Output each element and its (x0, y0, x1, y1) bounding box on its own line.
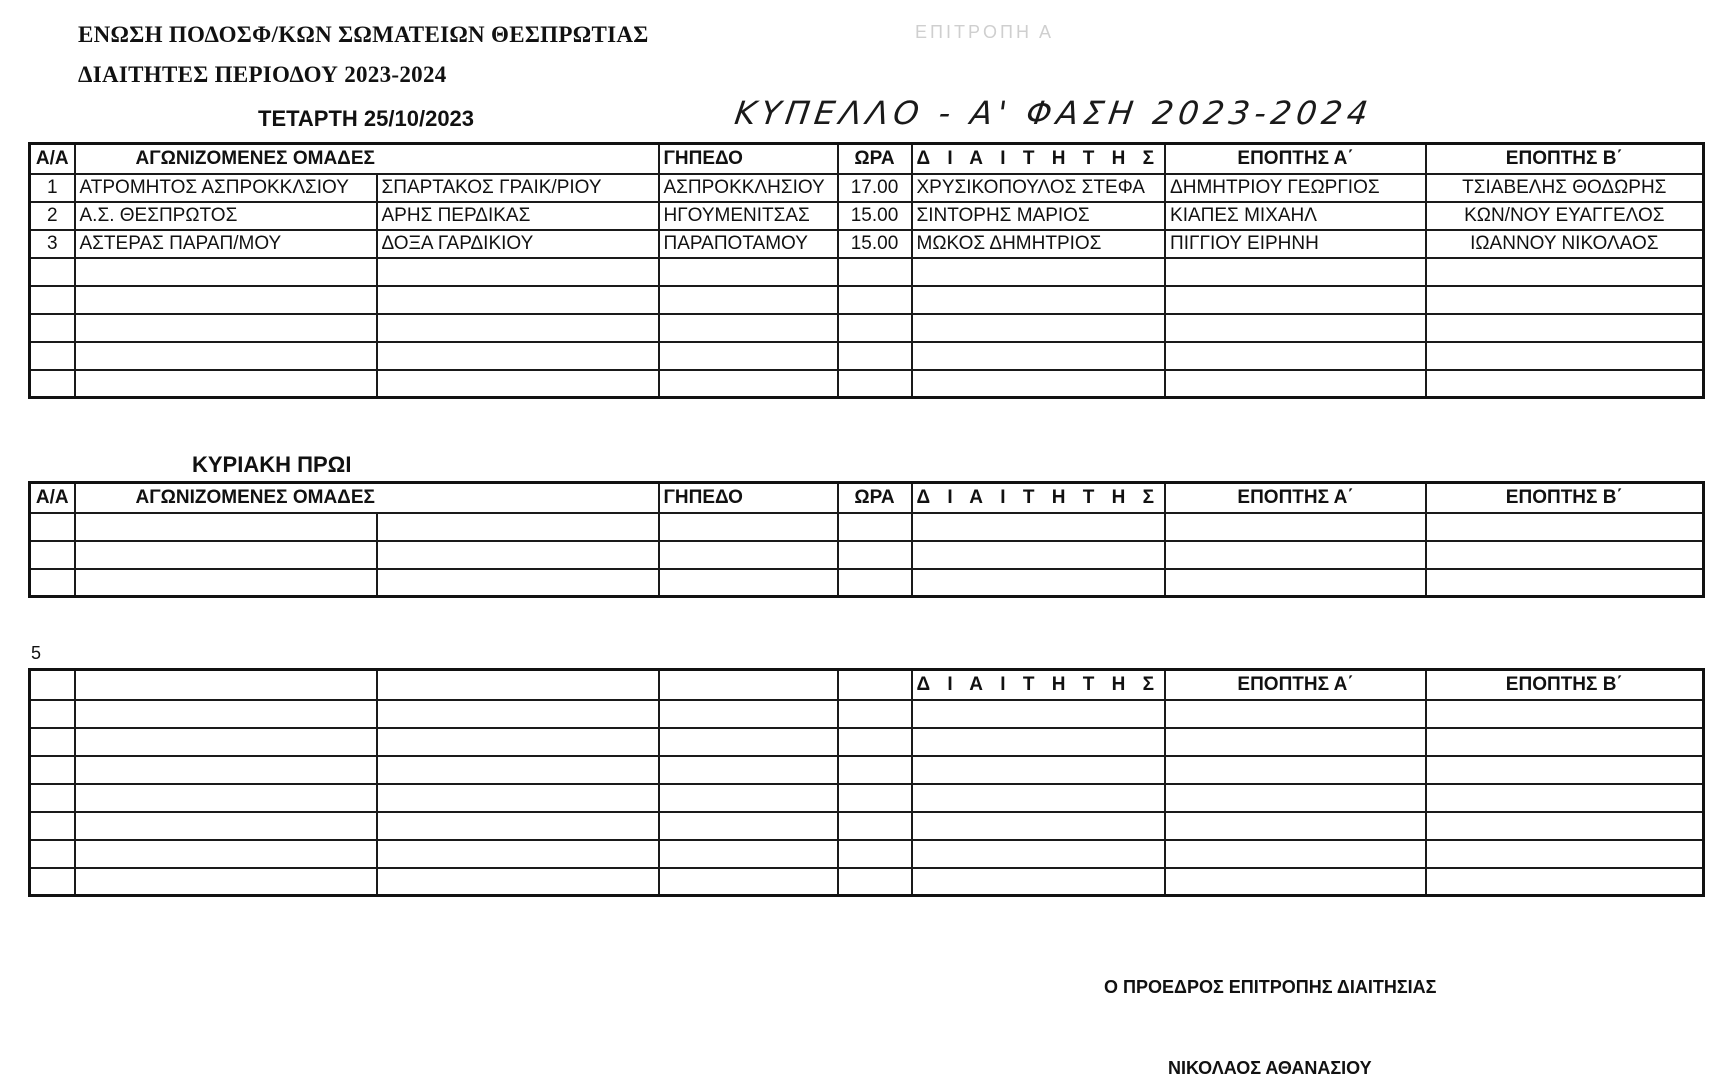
col-aa: Α/Α (30, 483, 75, 513)
col-time: ΩΡΑ (838, 144, 912, 174)
col-referee: Δ Ι Α Ι Τ Η Τ Η Σ (912, 483, 1166, 513)
faint-stamp-text: ΕΠΙΤΡΟΠΗ Α (915, 22, 1055, 42)
union-title: ΕΝΩΣΗ ΠΟΔΟΣΦ/ΚΩΝ ΣΩΜΑΤΕΙΩΝ ΘΕΣΠΡΩΤΙΑΣ (78, 22, 649, 47)
col-stadium-empty (659, 670, 838, 700)
table-header-row (30, 670, 1704, 700)
table-row-empty (30, 728, 1704, 756)
section1-day: ΤΕΤΑΡΤΗ 25/10/2023 (258, 106, 475, 131)
col-assistant2: ΕΠΟΠΤΗΣ Β΄ (1426, 483, 1703, 513)
col-home-empty (75, 670, 377, 700)
cell-referee: ΣΙΝΤΟΡΗΣ ΜΑΡΙΟΣ (912, 202, 1166, 230)
col-teams: ΑΓΩΝΙΖΟΜΕΝΕΣ ΟΜΑΔΕΣ (75, 144, 659, 174)
col-aa: Α/Α (30, 144, 75, 174)
table-row-empty (30, 812, 1704, 840)
table-header-row (30, 483, 1704, 513)
table-row-empty (30, 756, 1704, 784)
col-assistant1: ΕΠΟΠΤΗΣ Α΄ (1165, 144, 1426, 174)
table-row-empty (30, 342, 1704, 370)
cell-aa: 1 (30, 174, 75, 202)
col-assistant2: ΕΠΟΠΤΗΣ Β΄ (1426, 670, 1703, 700)
table-header-row (30, 144, 1704, 174)
cell-time: 17.00 (838, 174, 912, 202)
cell-away: ΔΟΞΑ ΓΑΡΔΙΚΙΟΥ (377, 230, 659, 258)
cell-assistant2: ΙΩΑΝΝΟΥ ΝΙΚΟΛΑΟΣ (1426, 230, 1703, 258)
col-aa-empty (30, 670, 75, 700)
col-assistant2: ΕΠΟΠΤΗΣ Β΄ (1426, 144, 1703, 174)
table-row-empty (30, 314, 1704, 342)
cell-assistant1: ΚΙΑΠΕΣ ΜΙΧΑΗΛ (1165, 202, 1426, 230)
signature-name: ΝΙΚΟΛΑΟΣ ΑΘΑΝΑΣΙΟΥ (1168, 1058, 1372, 1078)
table-row-empty (30, 541, 1704, 569)
cell-assistant2: ΤΣΙΑΒΕΛΗΣ ΘΟΔΩΡΗΣ (1426, 174, 1703, 202)
table-row (30, 202, 1704, 230)
matches-table-extra (28, 668, 1705, 897)
col-assistant1: ΕΠΟΠΤΗΣ Α΄ (1165, 483, 1426, 513)
col-teams: ΑΓΩΝΙΖΟΜΕΝΕΣ ΟΜΑΔΕΣ (75, 483, 659, 513)
cell-away: ΣΠΑΡΤΑΚΟΣ ΓΡΑΙΚ/ΡΙΟΥ (377, 174, 659, 202)
matches-table-sunday (28, 481, 1705, 598)
cell-stadium: ΑΣΠΡΟΚΚΛΗΣΙΟΥ (659, 174, 838, 202)
cell-assistant2: ΚΩΝ/ΝΟΥ ΕΥΑΓΓΕΛΟΣ (1426, 202, 1703, 230)
cell-away: ΑΡΗΣ ΠΕΡΔΙΚΑΣ (377, 202, 659, 230)
cell-assistant1: ΔΗΜΗΤΡΙΟΥ ΓΕΩΡΓΙΟΣ (1165, 174, 1426, 202)
col-assistant1: ΕΠΟΠΤΗΣ Α΄ (1165, 670, 1426, 700)
table-row-empty (30, 513, 1704, 541)
col-time-empty (838, 670, 912, 700)
signature-title: Ο ΠΡΟΕΔΡΟΣ ΕΠΙΤΡΟΠΗΣ ΔΙΑΙΤΗΣΙΑΣ (1104, 977, 1437, 997)
section2-day: ΚΥΡΙΑΚΗ ΠΡΩΙ (192, 452, 352, 477)
section3-label: 5 (31, 643, 42, 663)
cell-aa: 2 (30, 202, 75, 230)
cell-time: 15.00 (838, 202, 912, 230)
table-row-empty (30, 868, 1704, 896)
col-referee: Δ Ι Α Ι Τ Η Τ Η Σ (912, 670, 1166, 700)
table-row-empty (30, 286, 1704, 314)
table-row-empty (30, 370, 1704, 398)
col-stadium: ΓΗΠΕΔΟ (659, 144, 838, 174)
cell-home: Α.Σ. ΘΕΣΠΡΩΤΟΣ (75, 202, 377, 230)
table-row (30, 174, 1704, 202)
cell-home: ΑΣΤΕΡΑΣ ΠΑΡΑΠ/ΜΟΥ (75, 230, 377, 258)
handwritten-note: ΚΥΠΕΛΛΟ - Α' ΦΑΣΗ 2023-2024 (732, 94, 1376, 132)
cell-stadium: ΗΓΟΥΜΕΝΙΤΣΑΣ (659, 202, 838, 230)
cell-time: 15.00 (838, 230, 912, 258)
col-stadium: ΓΗΠΕΔΟ (659, 483, 838, 513)
table-row-empty (30, 258, 1704, 286)
matches-table-wednesday (28, 142, 1705, 399)
table-row-empty (30, 700, 1704, 728)
period-title: ΔΙΑΙΤΗΤΕΣ ΠΕΡΙΟΔΟΥ 2023-2024 (78, 62, 447, 87)
cell-referee: ΜΩΚΟΣ ΔΗΜΗΤΡΙΟΣ (912, 230, 1166, 258)
table-row-empty (30, 784, 1704, 812)
cell-home: ΑΤΡΟΜΗΤΟΣ ΑΣΠΡΟΚΚΛΣΙΟΥ (75, 174, 377, 202)
cell-aa: 3 (30, 230, 75, 258)
col-referee: Δ Ι Α Ι Τ Η Τ Η Σ (912, 144, 1166, 174)
table-row (30, 230, 1704, 258)
cell-referee: ΧΡΥΣΙΚΟΠΟΥΛΟΣ ΣΤΕΦΑ (912, 174, 1166, 202)
col-away-empty (377, 670, 659, 700)
col-time: ΩΡΑ (838, 483, 912, 513)
table-row-empty (30, 840, 1704, 868)
cell-assistant1: ΠΙΓΓΙΟΥ ΕΙΡΗΝΗ (1165, 230, 1426, 258)
cell-stadium: ΠΑΡΑΠΟΤΑΜΟΥ (659, 230, 838, 258)
table-row-empty (30, 569, 1704, 597)
